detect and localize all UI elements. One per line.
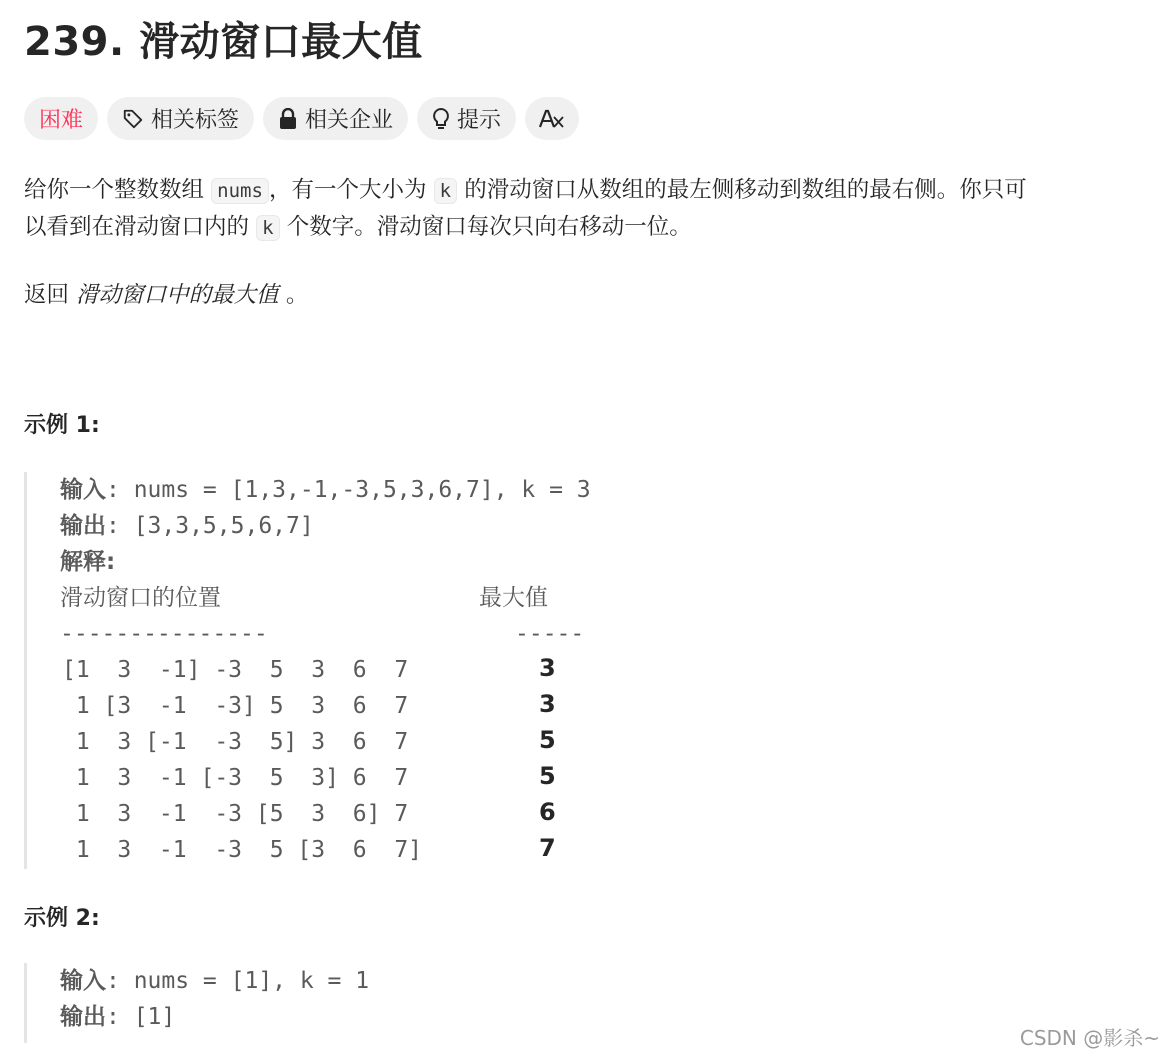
window-row: [1 3 -1] -3 5 3 6 7 xyxy=(62,657,409,683)
max-value: 7 xyxy=(539,834,556,862)
max-value: 3 xyxy=(539,654,556,682)
input-label: 输入 xyxy=(60,968,106,994)
input-value: : nums = [1,3,-1,-3,5,3,6,7], k = 3 xyxy=(106,477,591,503)
max-value: 5 xyxy=(539,762,556,790)
window-divider: --------------- xyxy=(60,621,268,647)
tag-icon xyxy=(122,108,144,130)
example-2-output xyxy=(60,999,175,1035)
explain-label: 解释 xyxy=(60,549,106,575)
translate-button[interactable] xyxy=(525,97,579,140)
max-value: 6 xyxy=(539,798,556,826)
csdn-watermark: CSDN @影杀~ xyxy=(1019,1026,1160,1050)
window-row: 1 3 -1 [-3 5 3] 6 7 xyxy=(62,765,409,791)
example-1-output xyxy=(60,508,314,544)
return-emphasis: 滑动窗口中的最大值 xyxy=(76,282,279,308)
description-line-1 xyxy=(24,172,1027,209)
max-value: 3 xyxy=(539,690,556,718)
example-2-heading: 示例 2: xyxy=(24,906,100,931)
output-value: : [1] xyxy=(106,1004,176,1030)
related-companies-label: 相关企业 xyxy=(305,108,394,133)
return-statement xyxy=(24,277,308,313)
code-k: k xyxy=(256,215,279,241)
difficulty-label: 困难 xyxy=(39,108,84,133)
max-column-header: 最大值 xyxy=(479,585,548,611)
lock-icon xyxy=(278,108,298,130)
example-1-block xyxy=(24,472,1157,869)
tag-bar xyxy=(24,97,579,140)
window-row: 1 3 -1 -3 [5 3 6] 7 xyxy=(62,801,409,827)
example-2-input xyxy=(60,963,369,999)
difficulty-tag[interactable] xyxy=(24,97,98,140)
example-1-heading: 示例 1: xyxy=(24,413,100,438)
related-tags-label: 相关标签 xyxy=(151,108,240,133)
output-label: 输出 xyxy=(60,1004,106,1030)
window-column-header: 滑动窗口的位置 xyxy=(60,585,221,611)
input-label: 输入 xyxy=(60,477,106,503)
hint-button[interactable] xyxy=(417,97,516,140)
example-1-input xyxy=(60,472,591,508)
desc-text: 的滑动窗口从数组的最左侧移动到数组的最右侧。你只可 xyxy=(464,177,1027,203)
window-row: 1 [3 -1 -3] 5 3 6 7 xyxy=(62,693,409,719)
output-label: 输出 xyxy=(60,513,106,539)
example-2-block xyxy=(24,963,1157,1043)
desc-text: ，有一个大小为 xyxy=(268,177,427,203)
code-nums: nums xyxy=(211,178,269,204)
example-1-explain xyxy=(60,544,115,580)
lightbulb-icon xyxy=(432,107,450,131)
output-value: : [3,3,5,5,6,7] xyxy=(106,513,314,539)
desc-text: 给你一个整数数组 xyxy=(24,177,205,203)
explain-colon: : xyxy=(106,549,116,575)
description-line-2 xyxy=(24,209,692,246)
input-value: : nums = [1], k = 1 xyxy=(106,968,370,994)
window-row: 1 3 [-1 -3 5] 3 6 7 xyxy=(62,729,409,755)
related-companies-button[interactable] xyxy=(263,97,408,140)
translate-icon xyxy=(539,108,565,130)
desc-text: 以看到在滑动窗口内的 xyxy=(24,214,250,240)
code-k: k xyxy=(434,178,457,204)
max-value: 5 xyxy=(539,726,556,754)
return-text: 返回 xyxy=(24,282,70,308)
related-tags-button[interactable] xyxy=(107,97,254,140)
return-text: 。 xyxy=(285,282,309,308)
hint-label: 提示 xyxy=(457,108,502,133)
problem-title: 239. 滑动窗口最大值 xyxy=(24,19,423,65)
window-row: 1 3 -1 -3 5 [3 6 7] xyxy=(62,837,423,863)
max-divider: ----- xyxy=(515,621,585,647)
desc-text: 个数字。滑动窗口每次只向右移动一位。 xyxy=(286,214,692,240)
